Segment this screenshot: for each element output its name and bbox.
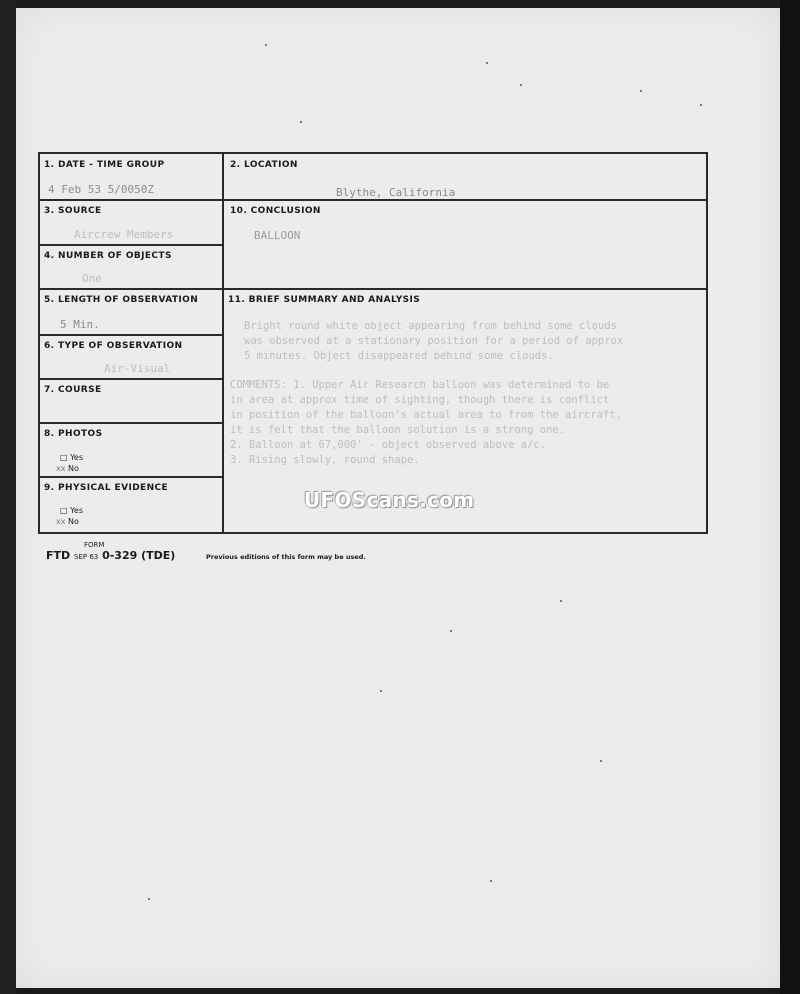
row-divider [39, 334, 223, 336]
form-number: 0-329 (TDE) [102, 549, 176, 562]
summary-line: in area at approx time of sighting, though there is conflict [230, 394, 610, 406]
physical-evidence-label: 9. PHYSICAL EVIDENCE [44, 483, 169, 493]
photos-yes-label: Yes [70, 453, 84, 462]
row-divider [39, 476, 223, 478]
summary-line: COMMENTS: 1. Upper Air Research balloon was determined to be [230, 379, 610, 391]
type-of-observation-label: 6. TYPE OF OBSERVATION [44, 341, 183, 351]
scan-speck [265, 44, 267, 46]
scan-border-top [0, 0, 800, 8]
location-label: 2. LOCATION [230, 160, 298, 170]
summary-label: 11. BRIEF SUMMARY AND ANALYSIS [228, 295, 421, 305]
source-value: Aircrew Members [74, 228, 174, 241]
scan-speck [640, 90, 642, 92]
row-divider [39, 288, 708, 290]
checkbox-icon: □ [60, 453, 68, 462]
length-of-observation-value: 5 Min. [60, 318, 100, 331]
number-of-objects-label: 4. NUMBER OF OBJECTS [44, 251, 172, 261]
scan-speck [520, 84, 522, 86]
photos-label: 8. PHOTOS [44, 429, 103, 439]
type-of-observation-value: Air-Visual [104, 362, 171, 375]
evidence-yes-label: Yes [70, 506, 84, 515]
evidence-no-label: No [68, 517, 79, 526]
summary-line: it is felt that the balloon solution is a strong one. [230, 424, 566, 436]
summary-line: 5 minutes. Object disappeared behind some clouds. [244, 350, 554, 362]
form-date: SEP 63 [74, 553, 99, 561]
previous-editions-note: Previous editions of this form may be used. [206, 553, 366, 561]
scan-speck [380, 690, 382, 692]
watermark-text: UFOScans.com [304, 488, 475, 512]
row-divider [39, 244, 223, 246]
scan-border-right [780, 0, 800, 994]
row-divider [39, 378, 223, 380]
location-value: Blythe, California [336, 186, 456, 199]
scan-speck [560, 600, 562, 602]
course-label: 7. COURSE [44, 385, 102, 395]
length-of-observation-label: 5. LENGTH OF OBSERVATION [44, 295, 199, 305]
summary-line: 3. Rising slowly, round shape. [230, 454, 420, 466]
form-word: FORM [84, 541, 105, 549]
summary-line: in position of the balloon's actual area to from the aircraft, [230, 409, 622, 421]
row-divider [39, 199, 708, 201]
summary-line: was observed at a stationary position for a period of approx [244, 335, 624, 347]
summary-line: Bright round white object appearing from behind some clouds [244, 320, 617, 332]
evidence-no-option [56, 517, 79, 526]
scan-speck [148, 898, 150, 900]
scan-border-left [0, 0, 16, 994]
scan-speck [700, 104, 702, 106]
checkbox-icon: □ [60, 506, 68, 515]
conclusion-value: BALLOON [254, 229, 301, 242]
date-time-group-value: 4 Feb 53 5/0050Z [48, 183, 154, 196]
form-id [46, 549, 175, 562]
conclusion-label: 10. CONCLUSION [230, 206, 321, 216]
number-of-objects-value: One [82, 272, 102, 285]
row-divider [39, 422, 223, 424]
source-label: 3. SOURCE [44, 206, 102, 216]
scan-speck [450, 630, 452, 632]
summary-line: 2. Balloon at 67,000' - object observed above a/c. [230, 439, 547, 451]
scan-speck [300, 121, 302, 123]
photos-no-option [56, 464, 79, 473]
scan-speck [486, 62, 488, 64]
evidence-yes-option [60, 506, 83, 515]
scan-speck [600, 760, 602, 762]
form-id-prefix: FTD [46, 549, 71, 562]
photos-no-label: No [68, 464, 79, 473]
photos-yes-option [60, 453, 83, 462]
checked-mark: xx [56, 464, 66, 473]
date-time-group-label: 1. DATE - TIME GROUP [44, 160, 165, 170]
scan-speck [490, 880, 492, 882]
checked-mark: xx [56, 517, 66, 526]
